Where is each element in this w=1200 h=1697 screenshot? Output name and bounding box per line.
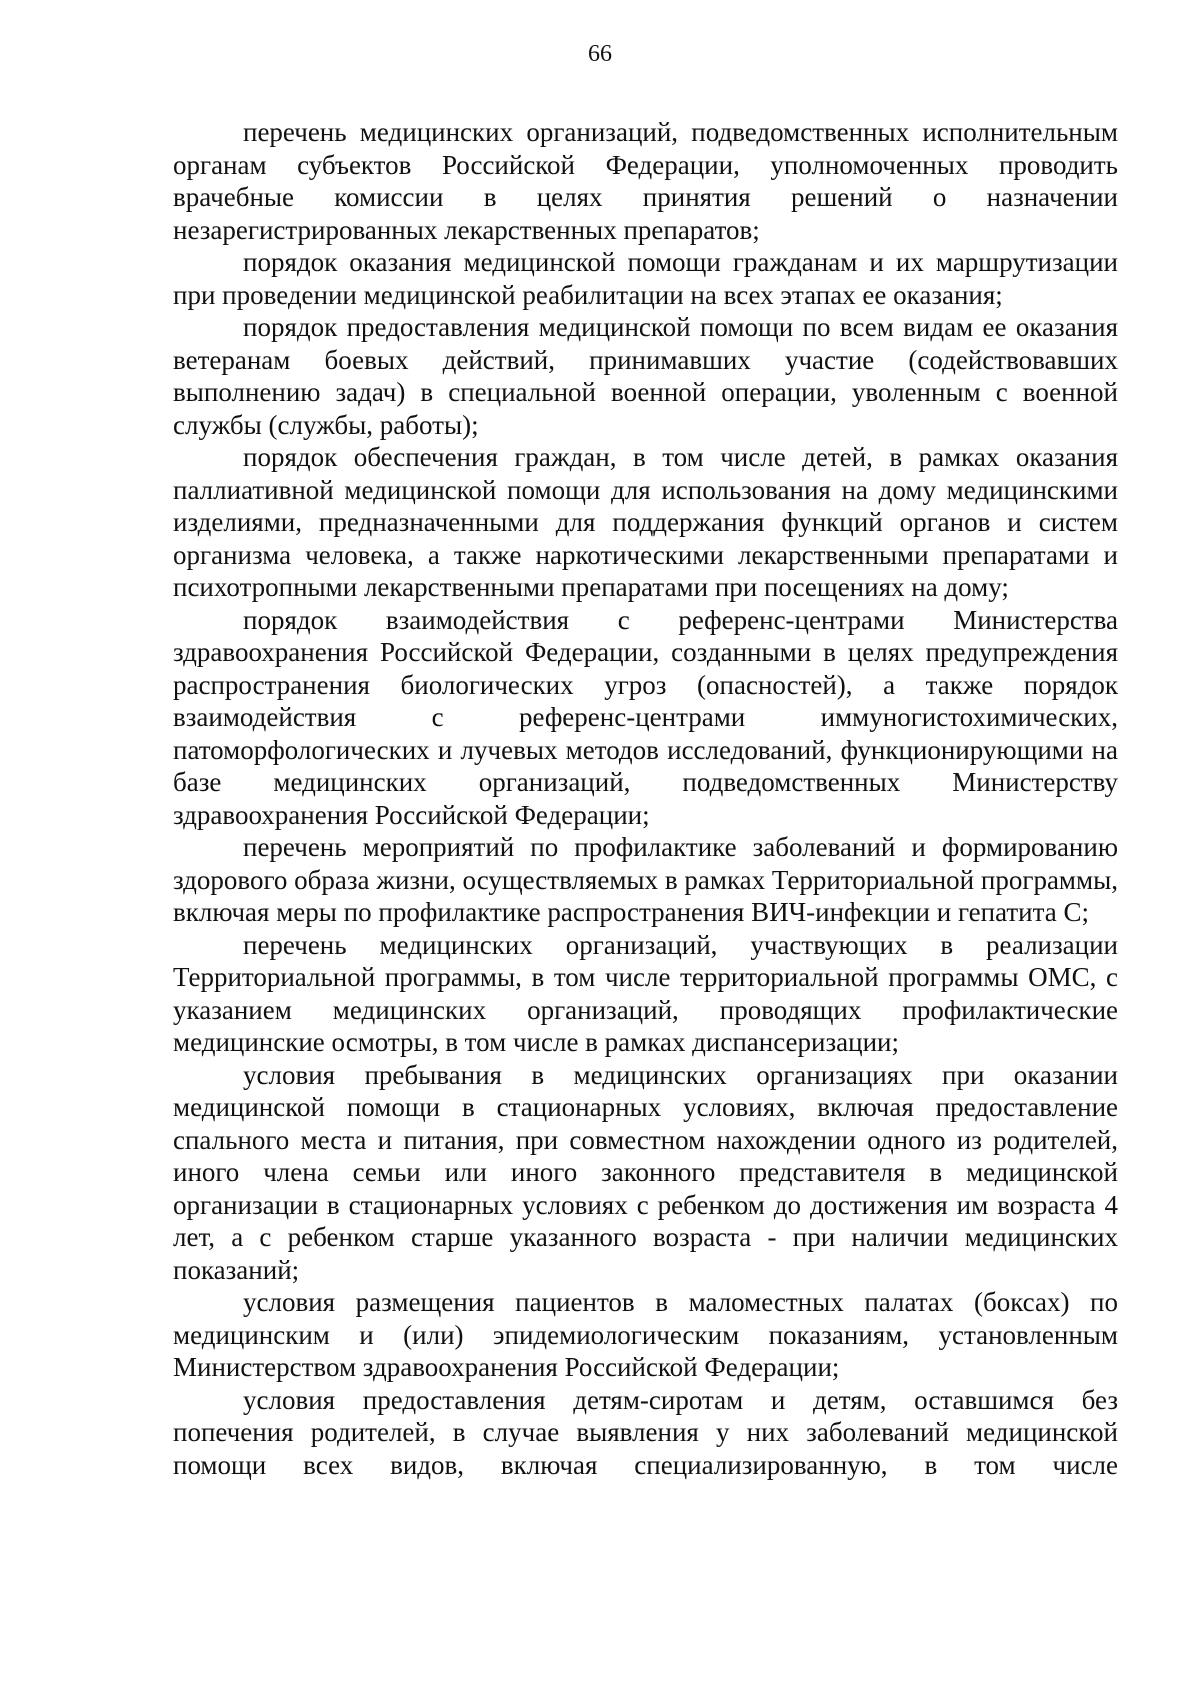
paragraph: условия предоставления детям-сиротам и детям, оставшимся без попечения родителей, в случае выявления у них заболеваний медицинской помощи всех видов, включая специализированную, в том числе — [173, 1384, 1118, 1480]
paragraph: условия размещения пациентов в маломестных палатах (боксах) по медицинским и (или) эпидемиологическим показаниям, установленным Министерством здравоохранения Российской Федерации; — [173, 1287, 1118, 1382]
paragraph: перечень мероприятий по профилактике заболеваний и формированию здорового образа жизни, осуществляемых в рамках Территориальной программы, включая меры по профилактике распространения ВИЧ-инфекции и гепатита С; — [173, 832, 1118, 927]
document-body — [173, 116, 1118, 1481]
paragraph: перечень медицинских организаций, участвующих в реализации Территориальной программы, в том числе территориальной программы ОМС, с указанием медицинских организаций, проводящих профилактические медицинские осмотры, в том числе в рамках диспансеризации; — [173, 929, 1118, 1057]
paragraph: перечень медицинских организаций, подведомственных исполнительным органам субъектов Российской Федерации, уполномоченных проводить врачебные комиссии в целях принятия решений о назначении незарегистрированных лекарственных препаратов; — [173, 117, 1118, 245]
paragraph: порядок обеспечения граждан, в том числе детей, в рамках оказания паллиативной медицинской помощи для использования на дому медицинскими изделиями, предназначенными для поддержания функций органов и систем организма человека, а также наркотическими лекарственными препаратами и психотропными лекарственными препаратами при посещениях на дому; — [173, 442, 1118, 602]
page-number: 66 — [588, 41, 612, 67]
paragraph: порядок предоставления медицинской помощи по всем видам ее оказания ветеранам боевых действий, принимавших участие (содействовавших выполнению задач) в специальной военной операции, уволенным с военной службы (службы, работы); — [173, 312, 1118, 440]
paragraph: порядок оказания медицинской помощи гражданам и их маршрутизации при проведении медицинской реабилитации на всех этапах ее оказания; — [173, 247, 1118, 310]
paragraph: порядок взаимодействия с референс-центрами Министерства здравоохранения Российской Федерации, созданными в целях предупреждения распространения биологических угроз (опасностей), а также порядок взаимодействия с референс-центрами иммуногистохимических, патоморфологических и лучевых методов исследований, функционирующими на базе медицинских организаций, подведомственных Министерству здравоохранения Российской Федерации; — [173, 604, 1118, 830]
paragraph: условия пребывания в медицинских организациях при оказании медицинской помощи в стационарных условиях, включая предоставление спального места и питания, при совместном нахождении одного из родителей, иного члена семьи или иного законного представителя в медицинской организации в стационарных условиях с ребенком до достижения им возраста 4 лет, а с ребенком старше указанного возраста - при наличии медицинских показаний; — [173, 1059, 1118, 1285]
